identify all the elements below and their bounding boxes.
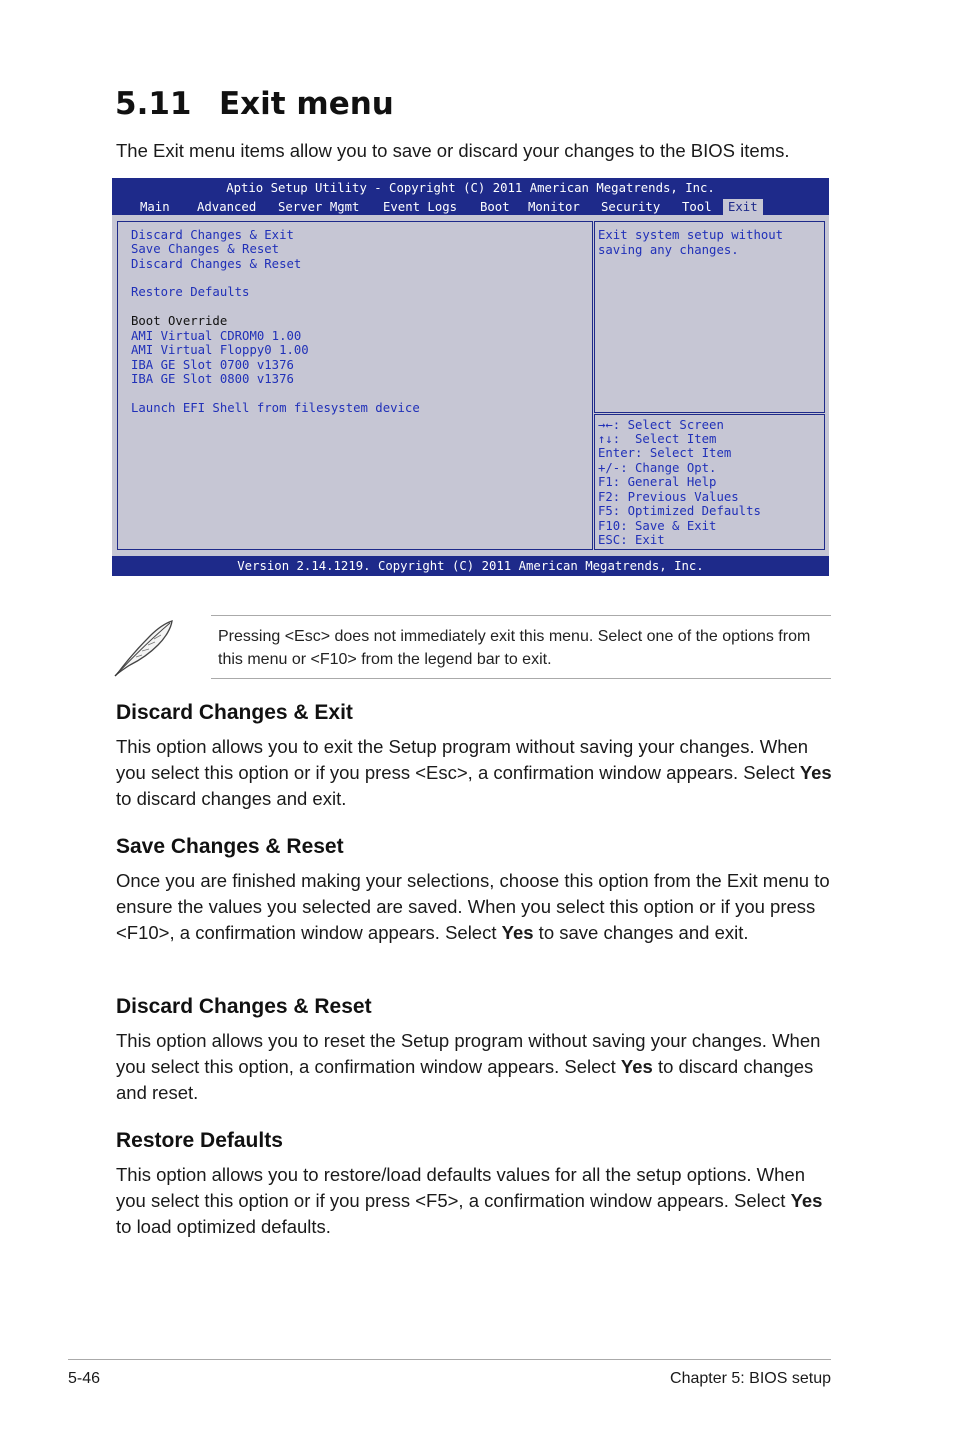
option-cdrom[interactable]: AMI Virtual CDROM0 1.00 [131,329,302,343]
chapter-label: Chapter 5: BIOS setup [670,1370,831,1387]
tab-exit[interactable]: Exit [723,199,763,215]
bios-title-bar [112,178,829,215]
option-iba-0800[interactable]: IBA GE Slot 0800 v1376 [131,372,294,386]
option-discard-reset[interactable]: Discard Changes & Reset [131,257,302,271]
legend-line: F10: Save & Exit [598,519,717,533]
option-restore-defaults[interactable]: Restore Defaults [131,285,250,299]
heading-discard-reset: Discard Changes & Reset [116,995,372,1018]
tab-server-mgmt[interactable]: Server Mgmt [278,200,360,214]
note-divider-top [211,615,831,616]
title-text: Exit menu [219,86,394,122]
intro-text: The Exit menu items allow you to save or discard your changes to the BIOS items. [116,140,790,161]
tab-main[interactable]: Main [140,200,170,214]
note-text: Pressing <Esc> does not immediately exit this menu. Select one of the options from this menu or <F10> from the legend bar to exit. [218,628,811,668]
option-floppy[interactable]: AMI Virtual Floppy0 1.00 [131,343,309,357]
body-discard-reset: This option allows you to reset the Setup program without saving your changes. When you select this option, a confirmation window appears. Select Yes to discard changes and reset. [116,1030,821,1103]
option-discard-exit[interactable]: Discard Changes & Exit [131,228,294,242]
tab-advanced[interactable]: Advanced [197,200,257,214]
heading-save-reset: Save Changes & Reset [116,835,344,858]
option-iba-0700[interactable]: IBA GE Slot 0700 v1376 [131,358,294,372]
page-number: 5-46 [68,1370,101,1387]
heading-discard-exit: Discard Changes & Exit [116,701,353,724]
option-efi-shell[interactable]: Launch EFI Shell from filesystem device [131,401,420,415]
body-discard-exit: This option allows you to exit the Setup program without saving your changes. When you select this option or if you press <Esc>, a confirmation window appears. Select Yes to discard changes and exit. [116,736,832,809]
bios-title: Aptio Setup Utility - Copyright (C) 2011 American Megatrends, Inc. [226,181,715,195]
legend-line: F5: Optimized Defaults [598,504,761,518]
option-save-reset[interactable]: Save Changes & Reset [131,242,280,256]
legend-line: ↑↓: Select Item [598,432,717,446]
note-divider-bottom [211,678,831,679]
quill-icon [112,618,176,678]
bios-options-panel [117,221,593,550]
legend-line: +/-: Change Opt. [598,461,717,475]
tab-monitor[interactable]: Monitor [528,200,580,214]
section-number: 5.11 [115,86,192,122]
boot-override-label: Boot Override [131,314,228,328]
bios-screenshot [112,178,829,576]
legend-line: →←: Select Screen [598,418,724,432]
heading-restore-defaults: Restore Defaults [116,1129,283,1152]
tab-tool[interactable]: Tool [682,200,712,214]
tab-event-logs[interactable]: Event Logs [383,200,458,214]
legend-line: Enter: Select Item [598,446,732,460]
legend-line: ESC: Exit [598,533,665,547]
bios-version-bar: Version 2.14.1219. Copyright (C) 2011 American Megatrends, Inc. [112,556,829,576]
bios-legend-panel [594,414,825,550]
body-save-reset: Once you are finished making your selections, choose this option from the Exit menu to ensure the values you selected are saved. When you select this option or if you press <F10>, a confirmation window appears. Select Yes to save changes and exit. [116,870,830,943]
legend-line: F1: General Help [598,475,717,489]
page-title [115,86,394,122]
help-text: Exit system setup without saving any changes. [598,228,784,257]
tab-boot[interactable]: Boot [480,200,510,214]
footer-divider [68,1359,831,1360]
legend-line: F2: Previous Values [598,490,739,504]
body-restore-defaults: This option allows you to restore/load defaults values for all the setup options. When you select this option or if you press <F5>, a confirmation window appears. Select Yes to load optimized defaults. [116,1164,823,1237]
bios-help-panel [594,221,825,413]
tab-security[interactable]: Security [601,200,661,214]
bios-menu-tabs [112,199,829,215]
